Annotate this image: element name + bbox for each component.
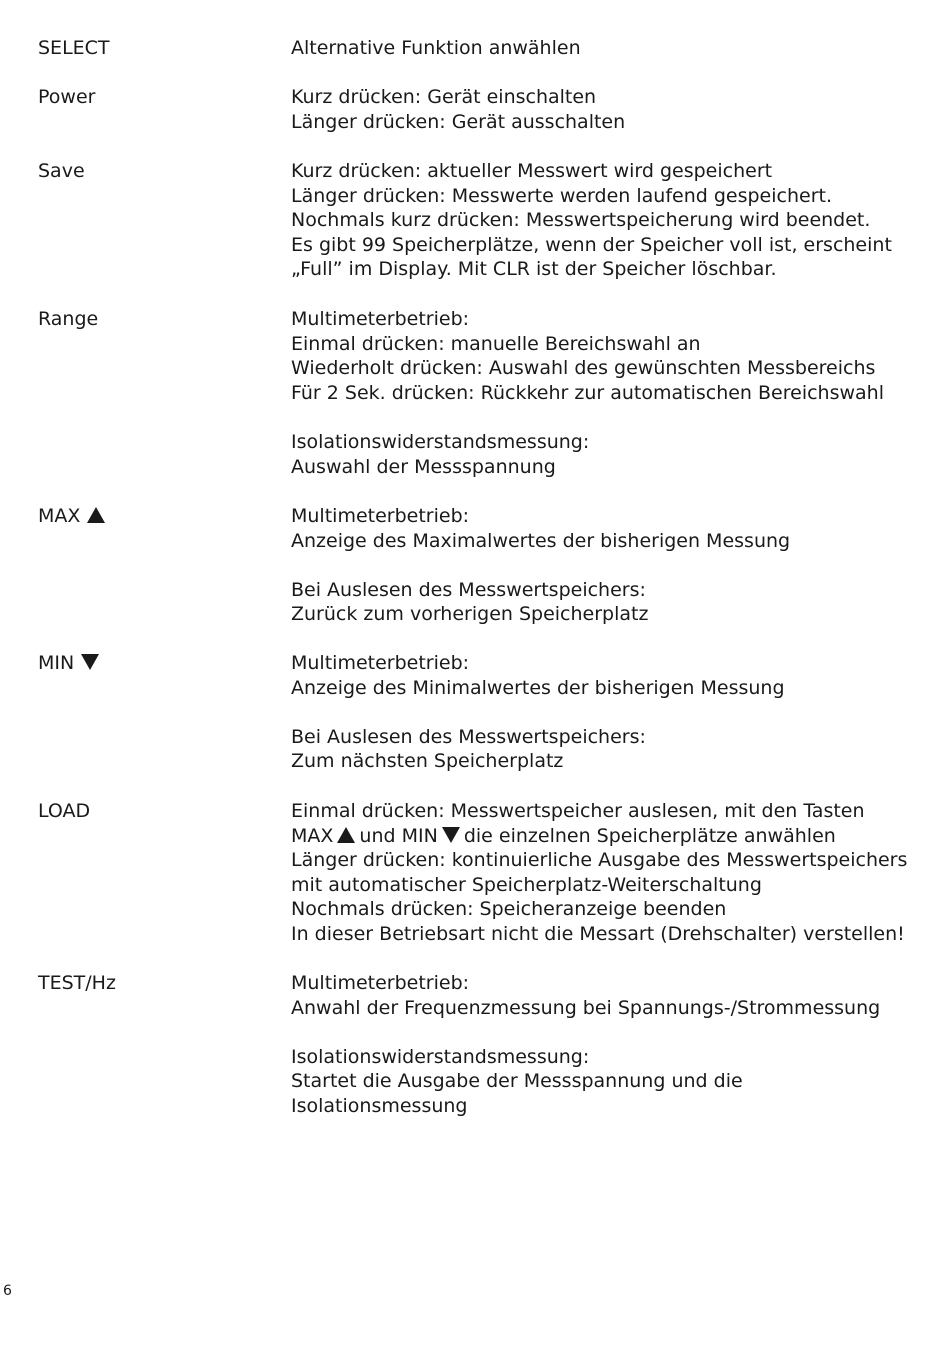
key-label: LOAD [38,800,91,822]
description [291,85,931,134]
paragraph-gap [291,405,931,430]
inline-text: die einzelnen Speicherplätze anwählen [463,824,836,847]
triangle-down-icon [81,654,99,670]
description-line: „Full” im Display. Mit CLR ist der Speicher löschbar. [291,258,777,281]
description [291,504,931,627]
paragraph-gap [291,700,931,725]
description-line: Länger drücken: Messwerte werden laufend gespeichert. [291,184,833,207]
description-line: Länger drücken: Gerät ausschalten [291,110,626,133]
description-line: Es gibt 99 Speicherplätze, wenn der Speicher voll ist, erscheint [291,233,892,256]
description-line: Einmal drücken: manuelle Bereichswahl an [291,332,701,355]
triangle-down-icon [442,827,460,843]
description-line: Kurz drücken: Gerät einschalten [291,86,597,108]
description-line: Alternative Funktion anwählen [291,37,581,59]
description-line: Nochmals kurz drücken: Messwertspeicherung wird beendet. [291,209,871,232]
description-line: Multimeterbetrieb: [291,505,470,527]
key-label: TEST/Hz [38,972,116,994]
triangle-up-icon [87,507,105,523]
description-line: Zurück zum vorherigen Speicherplatz [291,603,649,626]
description-line: Multimeterbetrieb: [291,652,470,674]
description [291,159,931,282]
key-text: MIN [38,652,75,674]
description-line: Einmal drücken: Messwertspeicher auslesen, mit den Tasten [291,800,865,822]
inline-text: MAX [291,824,334,847]
description-line: Auswahl der Messspannung [291,455,556,478]
description-line: Anwahl der Frequenzmessung bei Spannungs-/Strommessung [291,996,881,1019]
description-line: Nochmals drücken: Speicheranzeige beenden [291,898,727,921]
description-line: Länger drücken: kontinuierliche Ausgabe des Messwertspeichers [291,849,908,872]
paragraph-gap [291,553,931,578]
description-line: Bei Auslesen des Messwertspeichers: [291,578,646,601]
key-text: MAX [38,505,81,527]
description [291,799,931,947]
triangle-up-icon [337,827,355,843]
description-line: Kurz drücken: aktueller Messwert wird gespeichert [291,160,773,182]
description-line: Wiederholt drücken: Auswahl des gewünschten Messbereichs [291,357,876,380]
key-label: Range [38,308,99,330]
key-label [38,651,99,676]
description-line: Isolationswiderstandsmessung: [291,1045,590,1068]
description-line: Isolationsmessung [291,1094,468,1117]
description [291,651,931,774]
description-line: Bei Auslesen des Messwertspeichers: [291,725,646,748]
key-label: Save [38,160,85,182]
page-number: 6 [3,1283,12,1299]
key-label: SELECT [38,37,110,59]
description-line: Multimeterbetrieb: [291,972,470,994]
description-line: Anzeige des Maximalwertes der bisherigen Messung [291,529,791,552]
inline-text: und MIN [359,824,438,847]
description-line: Für 2 Sek. drücken: Rückkehr zur automatischen Bereichswahl [291,381,884,404]
description [291,971,931,1119]
paragraph-gap [291,1020,931,1045]
description-line: Isolationswiderstandsmessung: [291,430,590,453]
description-line: Startet die Ausgabe der Messspannung und die [291,1070,743,1093]
key-label: Power [38,86,96,108]
description-line: mit automatischer Speicherplatz-Weiterschaltung [291,873,762,896]
description-line: Zum nächsten Speicherplatz [291,750,564,773]
description-line: Multimeterbetrieb: [291,308,470,330]
description-line [291,824,931,849]
description-line: In dieser Betriebsart nicht die Messart (Drehschalter) verstellen! [291,922,905,945]
description-line: Anzeige des Minimalwertes der bisherigen Messung [291,676,785,699]
description [291,36,931,61]
description [291,307,931,479]
key-label [38,504,105,529]
